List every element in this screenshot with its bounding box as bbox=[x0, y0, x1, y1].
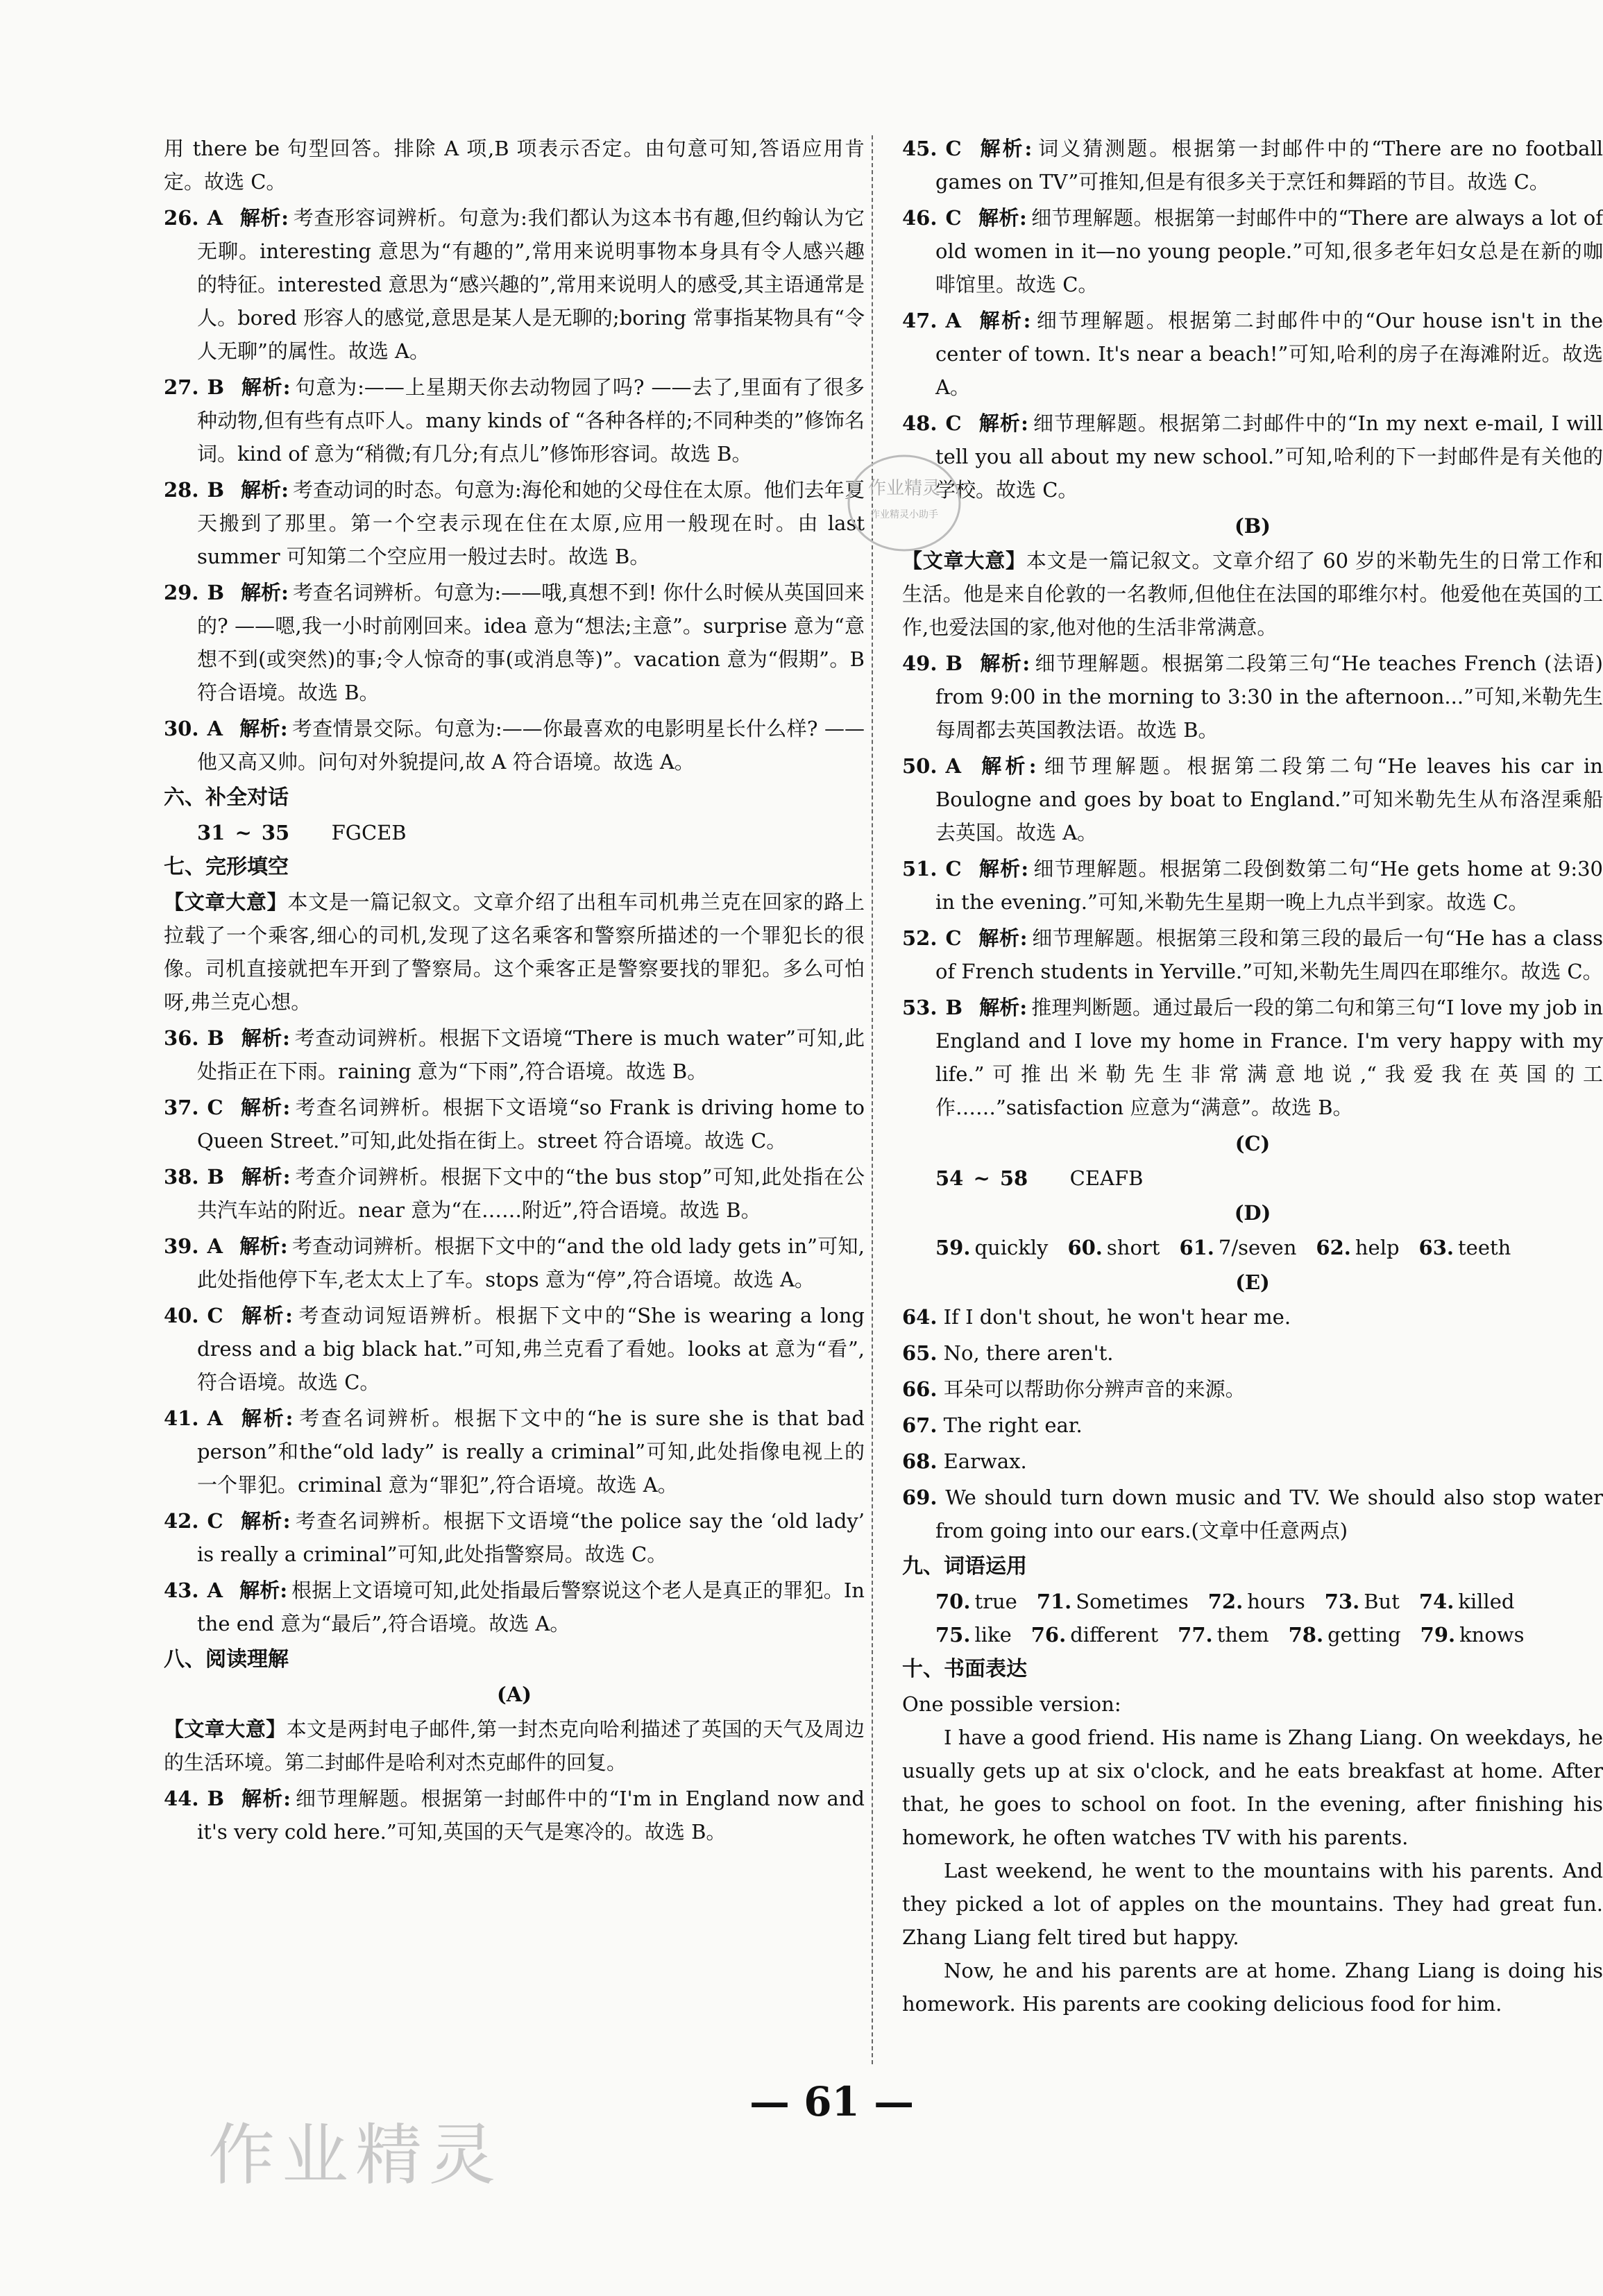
answer-text: them bbox=[1216, 1623, 1269, 1647]
answer-explanation: 考查形容词辨析。句意为:我们都认为这本书有趣,但约翰认为它无聊。interesting 意思为“有趣的”,常用来说明事物本身具有令人感兴趣的特征。interested 意思为“感兴趣的”,常用来说明人的感受,其主语通常是人。bored 形容人的感觉,意思是某人是无聊的;boring 常事指某物具有“令人无聊”的属性。故选 A。 bbox=[197, 206, 865, 363]
answer-explanation: 考查动词的时态。句意为:海伦和她的父母住在太原。他们去年夏天搬到了那里。第一个空表示现在住在太原,应用一般现在时。由 last summer 可知第二个空应用一般过去时。故选 B。 bbox=[197, 478, 865, 568]
column-divider bbox=[872, 135, 873, 2064]
answer-item bbox=[902, 1336, 1603, 1370]
answer-number: 73. bbox=[1324, 1590, 1360, 1613]
answer-item bbox=[902, 407, 1603, 507]
analysis-label: 解析: bbox=[239, 1234, 288, 1258]
answer-text: 7/seven bbox=[1218, 1236, 1297, 1259]
analysis-label: 解析: bbox=[978, 926, 1028, 950]
answer-text: We should turn down music and TV. We should also stop water from going into our ears.(文章中任意两点) bbox=[935, 1486, 1603, 1542]
answer-group bbox=[164, 1021, 865, 1640]
answer-choice: B bbox=[207, 375, 224, 399]
analysis-label: 解析: bbox=[978, 652, 1030, 675]
summary-label: 【文章大意】 bbox=[164, 1717, 287, 1741]
answer-number: 47. bbox=[902, 309, 938, 332]
analysis-label: 解析: bbox=[239, 1406, 294, 1430]
answer-group bbox=[902, 132, 1603, 507]
answer-number: 36. bbox=[164, 1026, 199, 1050]
essay-paragraph: I have a good friend. His name is Zhang Liang. On weekdays, he usually gets up at six o'clock, and he eats breakfast at home. After that, he goes to school on foot. In the evening, after finishing his homework, he often watches TV with his parents. bbox=[902, 1726, 1603, 1849]
answer-item bbox=[164, 712, 865, 779]
watermark: 作业精灵 bbox=[208, 2116, 502, 2194]
answer-number: 26. bbox=[164, 206, 199, 230]
answer-item bbox=[164, 1402, 865, 1502]
answer-choice: C bbox=[945, 926, 962, 950]
answer-text: short bbox=[1106, 1236, 1160, 1259]
answer-choice: B bbox=[207, 1026, 224, 1050]
summary-text: 本文是一篇记叙文。文章介绍了出租车司机弗兰克在回家的路上拉载了一个乘客,细心的司机,发现了这名乘客和警察所描述的一个罪犯长的很像。司机直接就把车开到了警察局。这个乘客正是警察要找的罪犯。多么可怕呀,弗兰克心想。 bbox=[164, 890, 865, 1014]
right-column bbox=[902, 132, 1603, 2021]
analysis-label: 解析: bbox=[239, 206, 289, 230]
answer-group bbox=[902, 647, 1603, 1124]
left-column bbox=[164, 132, 865, 1851]
answer-text: different bbox=[1070, 1623, 1159, 1647]
word-answers-row bbox=[902, 1585, 1603, 1618]
answer-number: 75. bbox=[935, 1623, 971, 1647]
article-summary bbox=[164, 1712, 865, 1779]
stamp-text: 作业精灵小助手 bbox=[870, 509, 938, 520]
answer-text: 耳朵可以帮助你分辨声音的来源。 bbox=[937, 1377, 1246, 1401]
passage-heading-b: (B) bbox=[1235, 514, 1271, 538]
answer-explanation: 句意为:——上星期天你去动物园了吗? ——去了,里面有了很多种动物,但有些有点吓人。many kinds of “各种各样的;不同种类的”修饰名词。kind of 意为“稍微;有几分;有点儿”修饰形容词。故选 B。 bbox=[197, 375, 865, 466]
answer-text: But bbox=[1364, 1590, 1400, 1613]
section-heading-6: 六、补全对话 bbox=[164, 785, 289, 810]
answer-choice: A bbox=[945, 754, 961, 778]
answer-number: 63. bbox=[1418, 1236, 1454, 1259]
answer-text: CEAFB bbox=[1069, 1166, 1144, 1190]
answer-text: Sometimes bbox=[1076, 1590, 1189, 1613]
dialog-answer bbox=[164, 816, 865, 849]
analysis-label: 解析: bbox=[978, 411, 1028, 435]
answer-text: killed bbox=[1458, 1590, 1515, 1613]
answer-item bbox=[902, 991, 1603, 1124]
analysis-label: 解析: bbox=[239, 1096, 291, 1119]
answer-number: 40. bbox=[164, 1304, 199, 1327]
answer-text: getting bbox=[1328, 1623, 1401, 1647]
section-heading-7: 七、完形填空 bbox=[164, 855, 289, 879]
analysis-label: 解析: bbox=[239, 1579, 288, 1602]
answer-number: 43. bbox=[164, 1579, 199, 1602]
answer-item bbox=[164, 1091, 865, 1157]
analysis-label: 解析: bbox=[239, 1304, 293, 1327]
answer-explanation: 细节理解题。根据第二封邮件中的“Our house isn't in the center of town. It's near a beach!”可知,哈利的房子在海滩附近。故选 A。 bbox=[935, 309, 1603, 399]
answer-group bbox=[164, 1782, 865, 1848]
answer-text: teeth bbox=[1458, 1236, 1511, 1259]
answer-explanation: 词义猜测题。根据第一封邮件中的“There are no football games on TV”可推知,但是有很多关于烹饪和舞蹈的节目。故选 C。 bbox=[935, 137, 1603, 194]
answer-number: 29. bbox=[164, 581, 199, 604]
section-heading-9: 九、词语运用 bbox=[902, 1554, 1027, 1579]
answer-item bbox=[164, 1160, 865, 1227]
stamp-logo bbox=[845, 451, 963, 555]
answer-item bbox=[902, 1372, 1603, 1406]
answer-choice: A bbox=[207, 717, 223, 740]
answer-choice: C bbox=[945, 411, 962, 435]
answer-choice: C bbox=[207, 1304, 223, 1327]
answer-item bbox=[164, 1504, 865, 1571]
answer-item bbox=[902, 921, 1603, 988]
analysis-label: 解析: bbox=[977, 309, 1031, 332]
answer-choice: C bbox=[207, 1096, 223, 1119]
answer-explanation: 考查情景交际。句意为:——你最喜欢的电影明星长什么样? ——他又高又帅。问句对外貌提问,故 A 符合语境。故选 A。 bbox=[197, 717, 865, 774]
analysis-label: 解析: bbox=[978, 206, 1027, 230]
answer-explanation: 考查名词辨析。根据下文中的“he is sure she is that bad person”和the“old lady” is really a criminal”可知,此处指像电视上的一个罪犯。criminal 意为“罪犯”,符合语境。故选 A。 bbox=[197, 1406, 865, 1497]
answer-item bbox=[902, 852, 1603, 919]
answer-item bbox=[164, 1782, 865, 1848]
answer-choice: C bbox=[945, 857, 962, 881]
answer-number: 69. bbox=[902, 1486, 938, 1509]
answer-number: 76. bbox=[1030, 1623, 1067, 1647]
answer-item bbox=[902, 304, 1603, 404]
summary-text: 本文是两封电子邮件,第一封杰克向哈利描述了英国的天气及周边的生活环境。第二封邮件是哈利对杰克邮件的回复。 bbox=[164, 1717, 865, 1774]
article-summary bbox=[164, 885, 865, 1019]
answer-item bbox=[902, 1481, 1603, 1547]
analysis-label: 解析: bbox=[240, 581, 289, 604]
answer-explanation: 考查动词辨析。根据下文语境“There is much water”可知,此处指正在下雨。raining 意为“下雨”,符合语境。故选 B。 bbox=[197, 1026, 865, 1083]
answer-explanation: 考查名词辨析。根据下文语境“so Frank is driving home to Queen Street.”可知,此处指在街上。street 符合语境。故选 C。 bbox=[197, 1096, 865, 1153]
answer-item bbox=[164, 201, 865, 368]
answer-explanation: 细节理解题。根据第二封邮件中的“In my next e-mail, I will tell you all about my new school.”可知,哈利的下一封邮件是有关他的学校。故选 C。 bbox=[935, 411, 1603, 502]
analysis-label: 解析: bbox=[239, 1509, 291, 1533]
answer-number: 61. bbox=[1179, 1236, 1214, 1259]
answer-number: 38. bbox=[164, 1165, 199, 1189]
answer-text: Earwax. bbox=[937, 1449, 1027, 1473]
answer-number: 79. bbox=[1420, 1623, 1456, 1647]
answer-choice: A bbox=[207, 1406, 223, 1430]
answer-explanation: 考查动词辨析。根据下文中的“and the old lady gets in”可知,此处指他停下车,老太太上了车。stops 意为“停”,符合语境。故选 A。 bbox=[197, 1234, 865, 1291]
answer-number: 28. bbox=[164, 478, 199, 502]
answer-text: FGCEB bbox=[331, 821, 407, 844]
answer-choice: B bbox=[207, 1787, 224, 1810]
summary-label: 【文章大意】 bbox=[902, 549, 1026, 572]
essay-intro: One possible version: bbox=[902, 1692, 1121, 1716]
answer-choice: C bbox=[945, 137, 962, 160]
article-summary bbox=[902, 544, 1603, 644]
passage-e-answers bbox=[902, 1300, 1603, 1547]
answer-item bbox=[164, 1021, 865, 1088]
analysis-label: 解析: bbox=[240, 375, 291, 399]
summary-label: 【文章大意】 bbox=[164, 890, 288, 914]
answer-number: 77. bbox=[1178, 1623, 1213, 1647]
answer-number: 60. bbox=[1067, 1236, 1103, 1259]
answer-item bbox=[164, 1299, 865, 1399]
answer-item bbox=[902, 749, 1603, 849]
answer-number: 53. bbox=[902, 996, 938, 1019]
answer-number: 39. bbox=[164, 1234, 199, 1258]
answer-number: 31 ~ 35 bbox=[197, 821, 290, 844]
answer-text: true bbox=[974, 1590, 1017, 1613]
passage-heading-c: (C) bbox=[1235, 1132, 1271, 1155]
answer-choice: C bbox=[207, 1509, 223, 1533]
answer-choice: A bbox=[207, 1579, 223, 1602]
passage-d-answers bbox=[902, 1231, 1603, 1264]
answer-text: If I don't shout, he won't hear me. bbox=[937, 1305, 1291, 1329]
answer-choice: C bbox=[945, 206, 962, 230]
answer-explanation: 细节理解题。根据第二段第三句“He teaches French (法语) from 9:00 in the morning to 3:30 in the afternoon...”可知,米勒先生每周都去英国教法语。故选 B。 bbox=[935, 652, 1603, 742]
answer-text: No, there aren't. bbox=[937, 1341, 1114, 1365]
answer-text: knows bbox=[1459, 1623, 1525, 1647]
answer-choice: B bbox=[207, 478, 224, 502]
section-heading-10: 十、书面表达 bbox=[902, 1657, 1027, 1681]
answer-text: hours bbox=[1247, 1590, 1305, 1613]
word-answers-row bbox=[902, 1618, 1603, 1651]
analysis-label: 解析: bbox=[240, 1026, 290, 1050]
analysis-label: 解析: bbox=[977, 754, 1037, 778]
essay-paragraph: Now, he and his parents are at home. Zhang Liang is doing his homework. His parents are cooking delicious food for him. bbox=[902, 1959, 1603, 2016]
analysis-label: 解析: bbox=[240, 478, 289, 502]
answer-item bbox=[902, 132, 1603, 198]
answer-number: 64. bbox=[902, 1305, 938, 1329]
passage-heading-e: (E) bbox=[1235, 1270, 1270, 1294]
answer-number: 42. bbox=[164, 1509, 199, 1533]
answer-choice: B bbox=[945, 996, 962, 1019]
answer-explanation: 细节理解题。根据第一封邮件中的“There are always a lot of old women in it—no young people.”可知,很多老年妇女总是在新的咖啡馆里。故选 C。 bbox=[935, 206, 1603, 296]
page-number: — 61 — bbox=[749, 2078, 915, 2125]
answer-number: 48. bbox=[902, 411, 938, 435]
answer-item bbox=[164, 1230, 865, 1296]
answer-choice: A bbox=[945, 309, 961, 332]
answer-choice: B bbox=[945, 652, 962, 675]
passage-c-answer bbox=[902, 1162, 1603, 1195]
passage-heading-a: (A) bbox=[497, 1683, 532, 1706]
answer-number: 74. bbox=[1418, 1590, 1454, 1613]
answer-number: 30. bbox=[164, 717, 199, 740]
summary-text: 本文是一篇记叙文。文章介绍了 60 岁的米勒先生的日常工作和生活。他是来自伦敦的一名教师,但他住在法国的耶维尔村。他爱他在英国的工作,也爱法国的家,他对他的生活非常满意。 bbox=[902, 549, 1603, 639]
analysis-label: 解析: bbox=[240, 1787, 291, 1810]
answer-explanation: 推理判断题。通过最后一段的第二句和第三句“I love my job in England and I love my home in France. I'm very happy with my life.”可推出米勒先生非常满意地说,“我爱我在英国的工作……”satisfaction 应意为“满意”。故选 B。 bbox=[935, 996, 1603, 1119]
answer-number: 71. bbox=[1036, 1590, 1072, 1613]
answer-explanation: 细节理解题。根据第二段第二句“He leaves his car in Boulogne and goes by boat to England.”可知米勒先生从布洛涅乘船去英国。故选 A。 bbox=[935, 754, 1603, 844]
analysis-label: 解析: bbox=[978, 137, 1033, 160]
answer-number: 67. bbox=[902, 1413, 938, 1437]
answer-explanation: 根据上文语境可知,此处指最后警察说这个老人是真正的罪犯。In the end 意为“最后”,符合语境。故选 A。 bbox=[197, 1579, 865, 1635]
answer-choice: A bbox=[207, 1234, 223, 1258]
answer-text: The right ear. bbox=[937, 1413, 1083, 1437]
answer-number: 37. bbox=[164, 1096, 199, 1119]
answer-item bbox=[164, 371, 865, 470]
answer-number: 68. bbox=[902, 1449, 938, 1473]
answer-explanation: 考查名词辨析。根据下文语境“the police say the ‘old lady’ is really a criminal”可知,此处指警察局。故选 C。 bbox=[197, 1509, 865, 1566]
answer-number: 51. bbox=[902, 857, 938, 881]
answer-item bbox=[902, 1409, 1603, 1442]
answer-explanation: 细节理解题。根据第一封邮件中的“I'm in England now and it's very cold here.”可知,英国的天气是寒冷的。故选 B。 bbox=[197, 1787, 865, 1844]
essay bbox=[902, 1687, 1603, 2021]
answer-text: quickly bbox=[974, 1236, 1049, 1259]
essay-paragraph: Last weekend, he went to the mountains with his parents. And they picked a lot of apples on the mountains. They had great fun. Zhang Liang felt tired but happy. bbox=[902, 1859, 1603, 1949]
answer-explanation: 细节理解题。根据第二段倒数第二句“He gets home at 9:30 in the evening.”可知,米勒先生星期一晚上九点半到家。故选 C。 bbox=[935, 857, 1603, 914]
answer-item bbox=[902, 201, 1603, 301]
intro-line: 用 there be 句型回答。排除 A 项,B 项表示否定。由句意可知,答语应用肯定。故选 C。 bbox=[164, 137, 865, 194]
answer-number: 72. bbox=[1207, 1590, 1244, 1613]
answer-choice: A bbox=[207, 206, 223, 230]
passage-heading-d: (D) bbox=[1234, 1201, 1271, 1225]
answer-item bbox=[164, 473, 865, 573]
answer-number: 27. bbox=[164, 375, 199, 399]
answer-number: 49. bbox=[902, 652, 938, 675]
answer-number: 70. bbox=[935, 1590, 971, 1613]
answer-number: 54 ~ 58 bbox=[935, 1166, 1028, 1190]
answer-group bbox=[164, 201, 865, 779]
answer-text: like bbox=[974, 1623, 1012, 1647]
answer-number: 78. bbox=[1288, 1623, 1324, 1647]
answer-explanation: 细节理解题。根据第三段和第三段的最后一句“He has a class of French students in Yerville.”可知,米勒先生周四在耶维尔。故选 C。 bbox=[935, 926, 1603, 983]
analysis-label: 解析: bbox=[239, 717, 288, 740]
analysis-label: 解析: bbox=[978, 996, 1028, 1019]
answer-explanation: 考查动词短语辨析。根据下文中的“She is wearing a long dress and a big black hat.”可知,弗兰克看了看她。looks at 意为“看”,符合语境。故选 C。 bbox=[197, 1304, 865, 1394]
answer-text: help bbox=[1355, 1236, 1400, 1259]
answer-item bbox=[164, 1574, 865, 1640]
answer-number: 65. bbox=[902, 1341, 938, 1365]
answer-number: 59. bbox=[935, 1236, 971, 1259]
stamp-text: 作业精灵 bbox=[867, 478, 941, 499]
answer-item bbox=[902, 1445, 1603, 1478]
answer-choice: B bbox=[207, 581, 224, 604]
answer-number: 44. bbox=[164, 1787, 199, 1810]
answer-explanation: 考查名词辨析。句意为:——哦,真想不到! 你什么时候从英国回来的? ——嗯,我一小时前刚回来。idea 意为“想法;主意”。surprise 意为“意想不到(或突然)的事;令人惊奇的事(或消息等)”。vacation 意为“假期”。B 符合语境。故选 B。 bbox=[197, 581, 865, 704]
answer-number: 52. bbox=[902, 926, 938, 950]
answer-item bbox=[902, 647, 1603, 747]
answer-number: 66. bbox=[902, 1377, 938, 1401]
answer-number: 62. bbox=[1316, 1236, 1351, 1259]
answer-item bbox=[164, 576, 865, 709]
section-heading-8: 八、阅读理解 bbox=[164, 1647, 289, 1672]
answer-number: 46. bbox=[902, 206, 938, 230]
answer-explanation: 考查介词辨析。根据下文中的“the bus stop”可知,此处指在公共汽车站的附近。near 意为“在……附近”,符合语境。故选 B。 bbox=[197, 1165, 865, 1222]
answer-number: 41. bbox=[164, 1406, 199, 1430]
answer-item bbox=[902, 1300, 1603, 1334]
answer-number: 45. bbox=[902, 137, 938, 160]
answer-number: 50. bbox=[902, 754, 938, 778]
analysis-label: 解析: bbox=[240, 1165, 291, 1189]
analysis-label: 解析: bbox=[978, 857, 1029, 881]
answer-choice: B bbox=[207, 1165, 224, 1189]
